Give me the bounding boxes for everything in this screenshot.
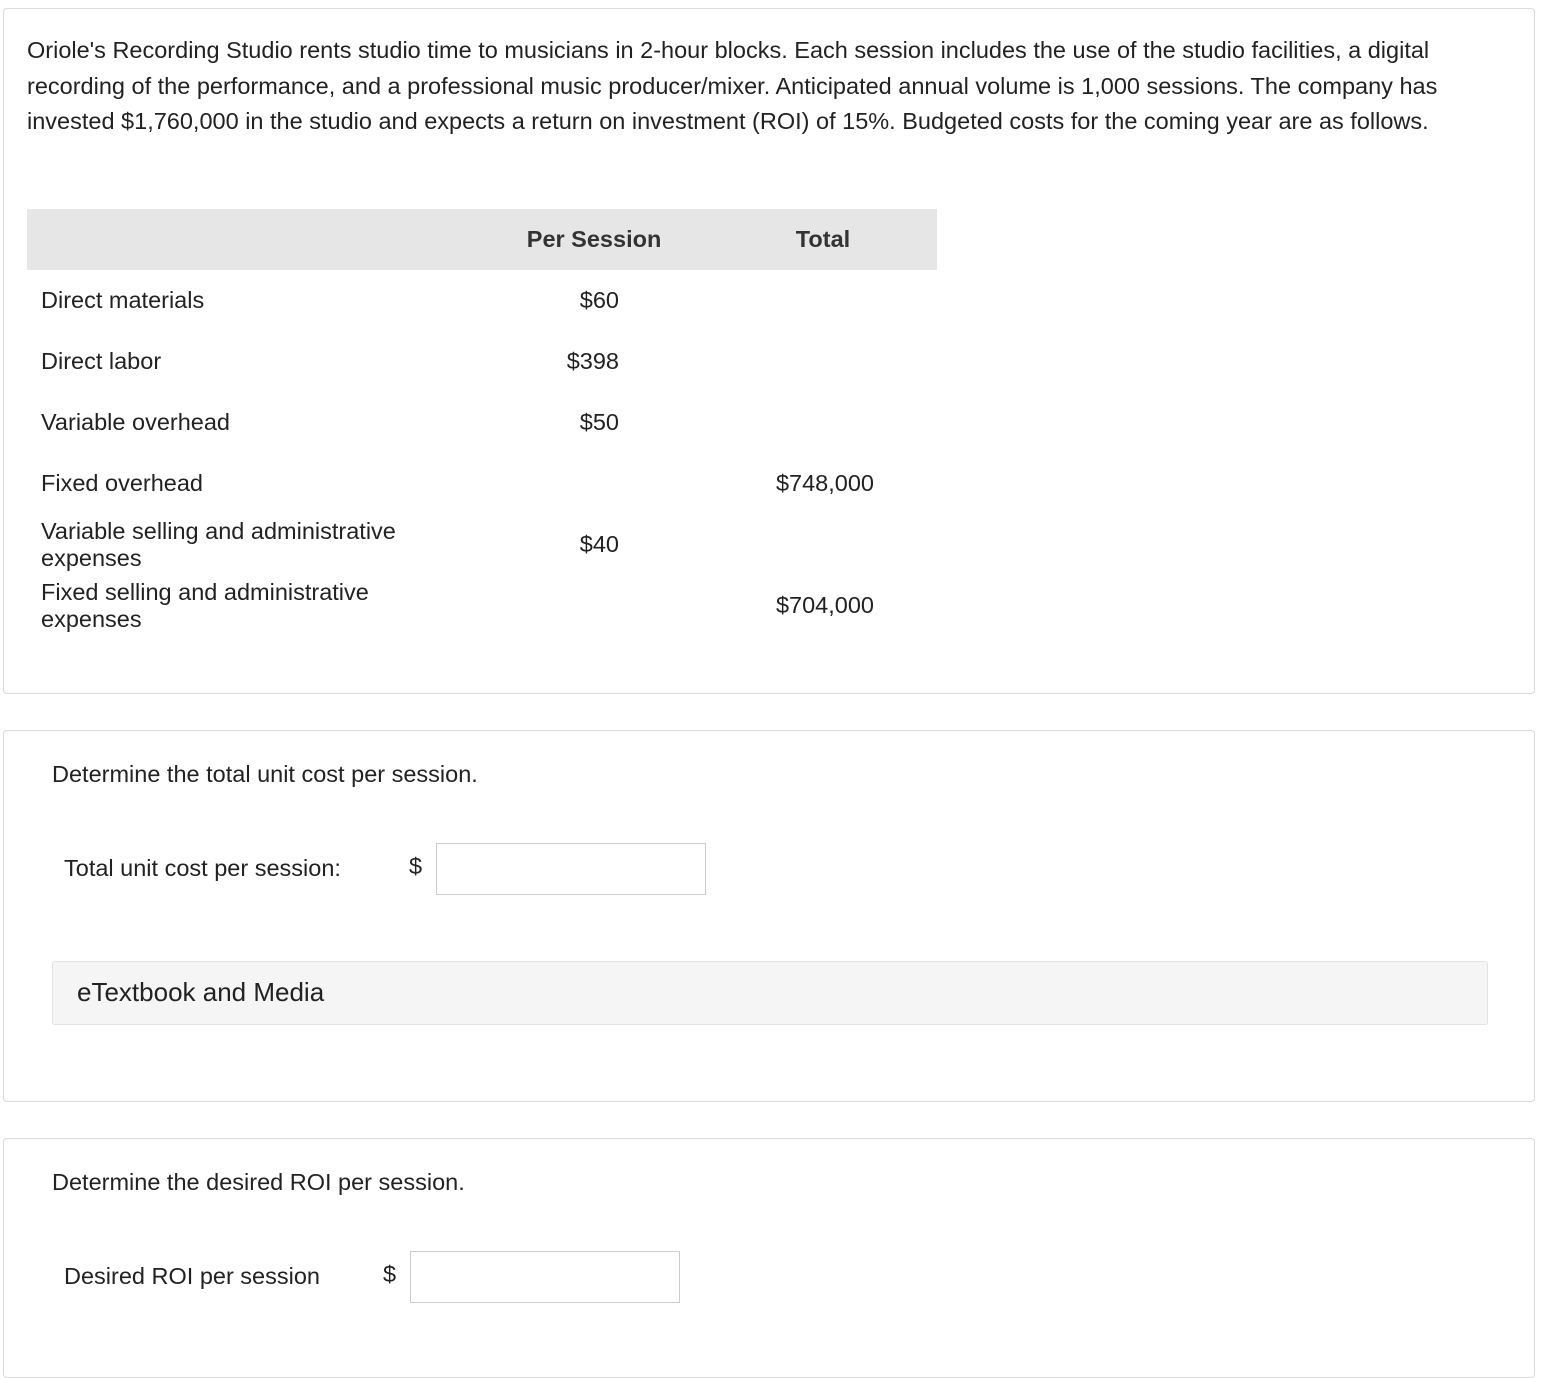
row-total [709,514,937,575]
header-per-session: Per Session [526,226,662,252]
row-label: Fixed overhead [41,470,203,496]
total-unit-cost-input[interactable] [436,843,706,895]
problem-statement: Oriole's Recording Studio rents studio time to musicians in 2-hour blocks. Each session includes the use of the studio facilities, a digital recording of the performance, and a professional music producer/mixer. Anticipated annual volume is 1,000 sessions. The company has invested $1,760,000 in the studio and expects a return on investment (ROI) of 15%. Budgeted costs for the coming year are as follows. [27,37,1438,134]
table-row [27,575,937,636]
header-total: Total [795,226,851,252]
currency-symbol: $ [383,1261,397,1287]
row-per-session [459,575,709,636]
etextbook-media-label: eTextbook and Media [77,977,325,1007]
currency-symbol: $ [409,853,423,879]
question-prompt: Determine the total unit cost per session. [52,761,478,787]
table-row [27,270,937,331]
row-total: $704,000 [775,592,874,618]
budget-cost-table [27,209,937,636]
problem-card [3,8,1535,694]
question-prompt: Determine the desired ROI per session. [52,1169,465,1195]
row-label: Variable selling and administrative expenses [41,517,396,571]
question-card-desired-roi [3,1138,1535,1378]
row-per-session [459,453,709,514]
etextbook-media-button[interactable] [52,961,1488,1025]
answer-label: Desired ROI per session [64,1263,320,1289]
table-row [27,514,937,575]
row-per-session: $40 [579,531,619,557]
desired-roi-input[interactable] [410,1251,680,1303]
row-per-session: $398 [566,348,619,374]
row-total: $748,000 [775,470,874,496]
row-label: Fixed selling and administrative expenses [41,578,369,632]
row-label: Direct materials [41,287,205,313]
row-total [709,270,937,331]
row-total [709,392,937,453]
question-card-unit-cost [3,730,1535,1102]
table-row [27,392,937,453]
row-label: Direct labor [41,348,162,374]
row-label: Variable overhead [41,409,230,435]
table-row [27,331,937,392]
table-header-row [27,209,937,270]
row-per-session: $50 [579,409,619,435]
row-per-session: $60 [579,287,619,313]
header-label [27,209,459,270]
answer-label: Total unit cost per session: [64,855,341,881]
table-row [27,453,937,514]
row-total [709,331,937,392]
